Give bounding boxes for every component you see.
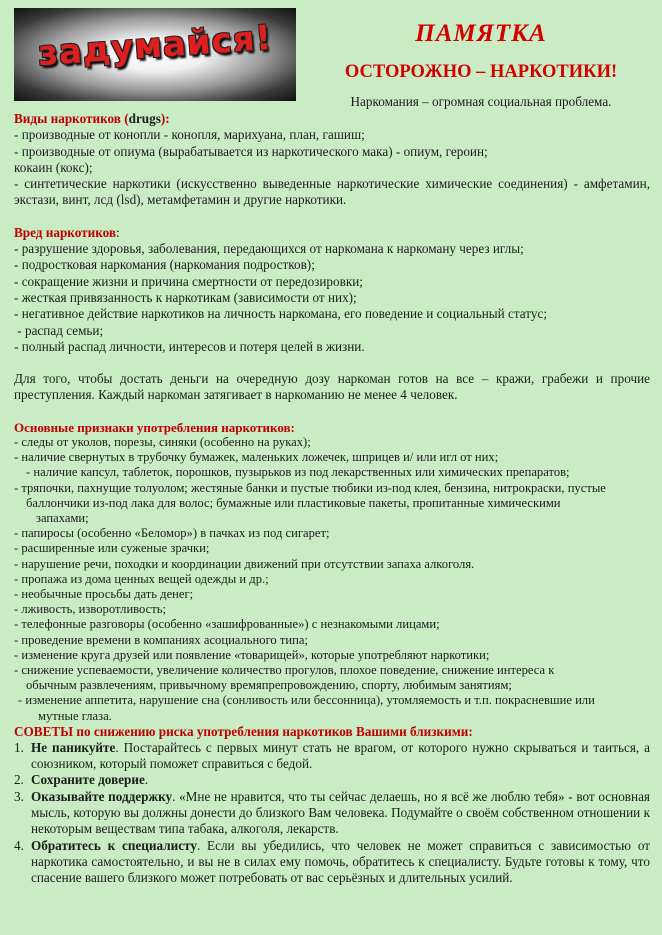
harm-item: - подростковая наркомания (наркомания подростков); (14, 257, 315, 273)
signs-item: - пропажа из дома ценных вещей одежды и др.; (14, 571, 269, 586)
harm-item: - жесткая привязанность к наркотикам (зависимости от них); (14, 289, 357, 305)
harm-item: - негативное действие наркотиков на личность наркомана, его поведение и социальный статус; (14, 306, 547, 322)
tip-item: 4. Обратитесь к специалисту. Если вы убедились, что человек не может справиться с зависимостью от наркотика самостоятельно, и вы не в силах ему помочь, обратитесь к специалисту. Будьте готовы к тому, что спасение вашего близкого может потребовать от вас серьёзных и длительных усилий. (14, 837, 650, 886)
harm-heading: Вред наркотиков: (14, 224, 120, 240)
tip-item: 2. Сохраните доверие. (14, 772, 149, 788)
harm-item: - распад семьи; (14, 322, 104, 338)
signs-item: - изменение аппетита, нарушение сна (сонливость или бессонница), утомляемость и т.п. покрасневшие или (18, 693, 595, 708)
signs-item: - необычные просьбы дать денег; (14, 586, 194, 601)
signs-item: баллончики из-под лака для волос; бумажные или пластиковые пакеты, пропитанные химическими (26, 495, 561, 510)
signs-item: мутные глаза. (38, 708, 112, 723)
signs-item: - наличие капсул, таблеток, порошков, пузырьков из под лекарственных или химических препаратов; (26, 465, 570, 480)
signs-item: - расширенные или суженые зрачки; (14, 541, 210, 556)
page-title: ПАМЯТКА (415, 20, 547, 47)
tips-heading: СОВЕТЫ по снижению риска употребления наркотиков Вашими близкими: (14, 723, 473, 739)
warning-banner (14, 8, 296, 101)
harm-item: - полный распад личности, интересов и потеря целей в жизни. (14, 338, 365, 354)
tip-item: 1. Не паникуйте. Постарайтесь с первых минут стать не врагом, от которого нужно скрываться и таиться, а союзником, который поможет справиться с бедой. (14, 739, 650, 772)
types-item: - производные от опиума (вырабатывается из наркотического мака) - опиум, героин; (14, 143, 488, 159)
harm-item: - разрушение здоровья, заболевания, передающихся от наркомана к наркоману через иглы; (14, 241, 524, 257)
types-heading: Виды наркотиков (drugs): (14, 111, 170, 126)
signs-item: - тряпочки, пахнущие толуолом; жестяные банки и пустые тюбики из-под клея, бензина, нитрокраски, пустые (14, 480, 606, 495)
signs-item: - лживость, изворотливость; (14, 602, 166, 617)
signs-item: - папиросы (особенно «Беломор») в пачках из под сигарет; (14, 526, 330, 541)
signs-section (14, 420, 650, 724)
signs-item: - проведение времени в компаниях асоциального типа; (14, 632, 308, 647)
signs-item: обычным развлечениям, привычному времяпрепровождению, спорту, любимым занятиям; (26, 678, 512, 693)
types-item: кокаин (кокс); (14, 159, 93, 175)
signs-item: - следы от уколов, порезы, синяки (особенно на руках); (14, 434, 311, 449)
signs-item: - наличие свернутых в трубочку бумажек, маленьких ложечек, шприцев и/ или игл от них; (14, 450, 499, 465)
signs-heading: Основные признаки употребления наркотиков: (14, 419, 295, 435)
types-item: - производные от конопли - конопля, марихуана, план, гашиш; (14, 127, 365, 143)
intro-text: Наркомания – огромная социальная проблема. (350, 94, 612, 109)
banner-text: задумайся! (36, 17, 274, 75)
page-subtitle: ОСТОРОЖНО – НАРКОТИКИ! (344, 62, 618, 82)
signs-item: - телефонные разговоры (особенно «зашифрованные») с незнакомыми лицами; (14, 617, 440, 632)
tip-item: 3. Оказывайте поддержку. «Мне не нравится, что ты сейчас делаешь, но я всё же люблю тебя» - вот основная мысль, которую вы должны донести до близкого Вам человека. Подумайте о своём собственном отношении к некоторым веществам типа табака, алкоголя, лекарств. (14, 788, 650, 837)
harm-note: Для того, чтобы достать деньги на очередную дозу наркоман готов на все – кражи, грабежи и прочие преступления. Каждый наркоман затягивает в наркоманию не менее 4 человек. (14, 371, 650, 403)
tips-list (14, 740, 650, 887)
main-content (14, 111, 650, 886)
signs-item: - изменение круга друзей или появление «товарищей», которые употребляют наркотики; (14, 647, 490, 662)
signs-item: запахами; (36, 510, 89, 525)
types-item: - синтетические наркотики (искусственно выведенные наркотические химические соединения) - амфетамин, экстази, винт, лсд (lsd), метамфетамин и другие наркотики. (14, 176, 650, 208)
signs-item: - снижение успеваемости, увеличение количество прогулов, плохое поведение, снижение интереса к (14, 663, 555, 677)
harm-item: - сокращение жизни и причина смертности от передозировки; (14, 273, 363, 289)
signs-item: - нарушение речи, походки и координации движений при отсутствии запаха алкоголя. (14, 556, 475, 571)
